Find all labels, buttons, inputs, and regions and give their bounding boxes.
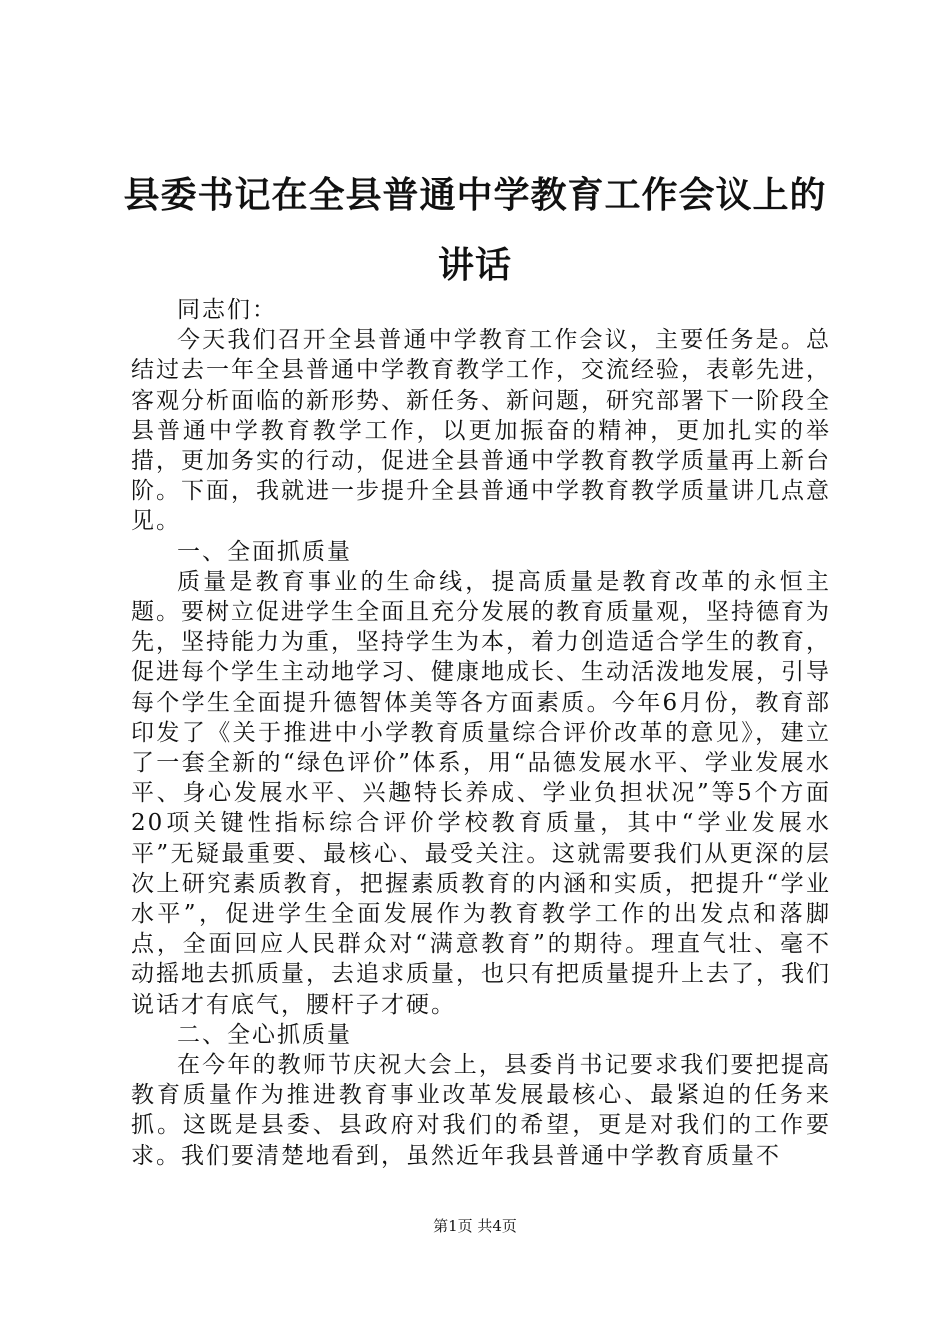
paragraph-intro: 今天我们召开全县普通中学教育工作会议，主要任务是。总结过去一年全县普通中学教育教学工作，交流经验，表彰先进，客观分析面临的新形势、新任务、新问题，研究部署下一阶段全县普通中学教育教学工作，以更加振奋的精神，更加扎实的举措，更加务实的行动，促进全县普通中学教育教学质量再上新台阶。下面，我就进一步提升全县普通中学教育教学质量讲几点意见。 xyxy=(131,327,831,535)
section-heading-1: 一、全面抓质量 xyxy=(177,538,352,565)
paragraph-section-1: 质量是教育事业的生命线，提高质量是教育改革的永恒主题。要树立促进学生全面且充分发展的教育质量观，坚持德育为先，坚持能力为重，坚持学生为本，着力创造适合学生的教育，促进每个学生主动地学习、健康地成长、生动活泼地发展，引导每个学生全面提升德智体美等各方面素质。今年6月份，教育部印发了《关于推进中小学教育质量综合评价改革的意见》，建立了一套全新的“绿色评价”体系，用“品德发展水平、学业发展水平、身心发展水平、兴趣特长养成、学业负担状况”等5个方面20项关键性指标综合评价学校教育质量，其中“学业发展水平”无疑最重要、最核心、最受关注。这就需要我们从更深的层次上研究素质教育，把握素质教育的内涵和实质，把提升“学业水平”，促进学生全面发展作为教育教学工作的出发点和落脚点，全面回应人民群众对“满意教育”的期待。理直气壮、毫不动摇地去抓质量，去追求质量，也只有把质量提升上去了，我们说话才有底气，腰杆子才硬。 xyxy=(131,568,831,1018)
document-title: 县委书记在全县普通中学教育工作会议上的讲话 xyxy=(123,174,827,286)
paragraph-section-2: 在今年的教师节庆祝大会上，县委肖书记要求我们要把提高教育质量作为推进教育事业改革发展最核心、最紧迫的任务来抓。这既是县委、县政府对我们的希望，更是对我们的工作要求。我们要清楚地看到，虽然近年我县普通中学教育质量不 xyxy=(131,1052,831,1169)
section-heading-2: 二、全心抓质量 xyxy=(177,1021,352,1048)
page-number-footer: 第1页 共4页 xyxy=(433,1217,517,1235)
greeting: 同志们： xyxy=(177,297,277,323)
document-body xyxy=(131,295,831,1171)
